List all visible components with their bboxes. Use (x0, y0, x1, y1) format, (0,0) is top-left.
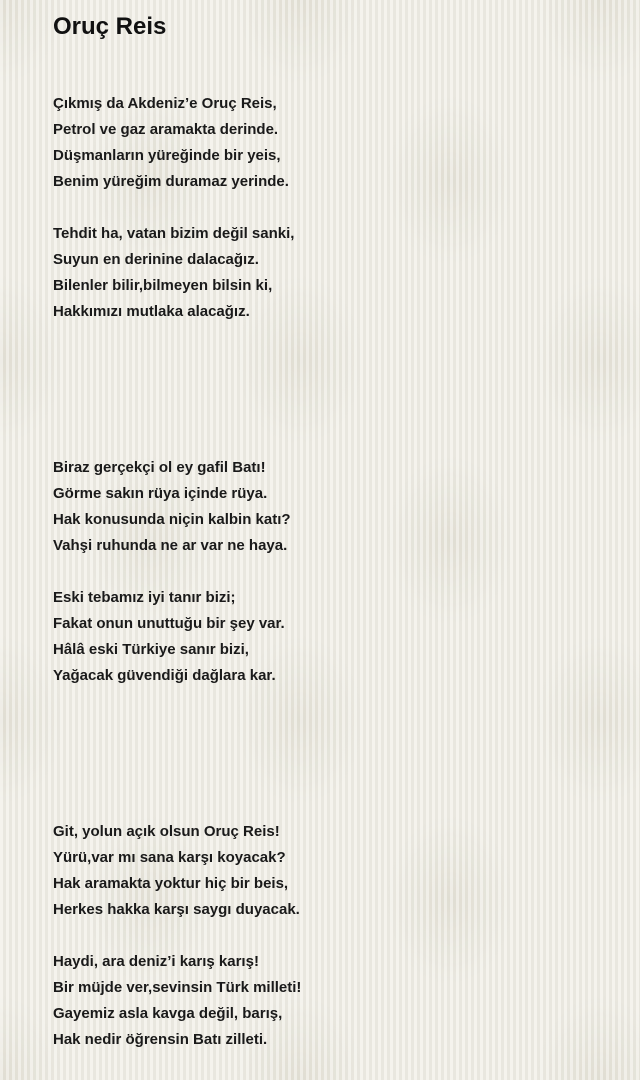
poem-line: Eski tebamız iyi tanır bizi; (53, 589, 236, 606)
poem-line: Petrol ve gaz aramakta derinde. (53, 121, 279, 138)
poem-line: Çıkmış da Akdeniz’e Oruç Reis, (53, 95, 277, 112)
stanza-break (53, 923, 613, 949)
stanza-2 (53, 221, 613, 325)
poem-line: Hakkımızı mutlaka alacağız. (53, 303, 250, 320)
stanza-1 (53, 91, 613, 195)
poem-line: Düşmanların yüreğinde bir yeis, (53, 147, 281, 164)
section-break (53, 689, 613, 819)
poem-page (53, 12, 613, 1053)
poem-line: Gayemiz asla kavga değil, barış, (53, 1005, 283, 1022)
poem-line: Yürü,var mı sana karşı koyacak? (53, 849, 286, 866)
poem-line: Hak nedir öğrensin Batı zilleti. (53, 1031, 268, 1048)
poem-line: Hak konusunda niçin kalbin katı? (53, 511, 291, 528)
poem-line: Biraz gerçekçi ol ey gafil Batı! (53, 459, 266, 476)
poem-line: Tehdit ha, vatan bizim değil sanki, (53, 225, 295, 242)
poem-line: Benim yüreğim duramaz yerinde. (53, 173, 289, 190)
poem-line: Suyun en derinine dalacağız. (53, 251, 259, 268)
poem-line: Hâlâ eski Türkiye sanır bizi, (53, 641, 249, 658)
poem-line: Bilenler bilir,bilmeyen bilsin ki, (53, 277, 273, 294)
poem-line: Fakat onun unuttuğu bir şey var. (53, 615, 285, 632)
poem-title: Oruç Reis (53, 13, 167, 40)
stanza-break (53, 559, 613, 585)
poem-line: Bir müjde ver,sevinsin Türk milleti! (53, 979, 302, 996)
poem-line: Git, yolun açık olsun Oruç Reis! (53, 823, 280, 840)
section-break (53, 325, 613, 455)
stanza-3 (53, 455, 613, 559)
poem-line: Haydi, ara deniz’i karış karış! (53, 953, 259, 970)
poem-line: Herkes hakka karşı saygı duyacak. (53, 901, 300, 918)
poem-body (53, 91, 613, 1053)
stanza-5 (53, 819, 613, 923)
stanza-6 (53, 949, 613, 1053)
poem-line: Vahşi ruhunda ne ar var ne haya. (53, 537, 288, 554)
stanza-4 (53, 585, 613, 689)
poem-line: Yağacak güvendiği dağlara kar. (53, 667, 276, 684)
stanza-break (53, 195, 613, 221)
poem-line: Hak aramakta yoktur hiç bir beis, (53, 875, 289, 892)
poem-line: Görme sakın rüya içinde rüya. (53, 485, 268, 502)
